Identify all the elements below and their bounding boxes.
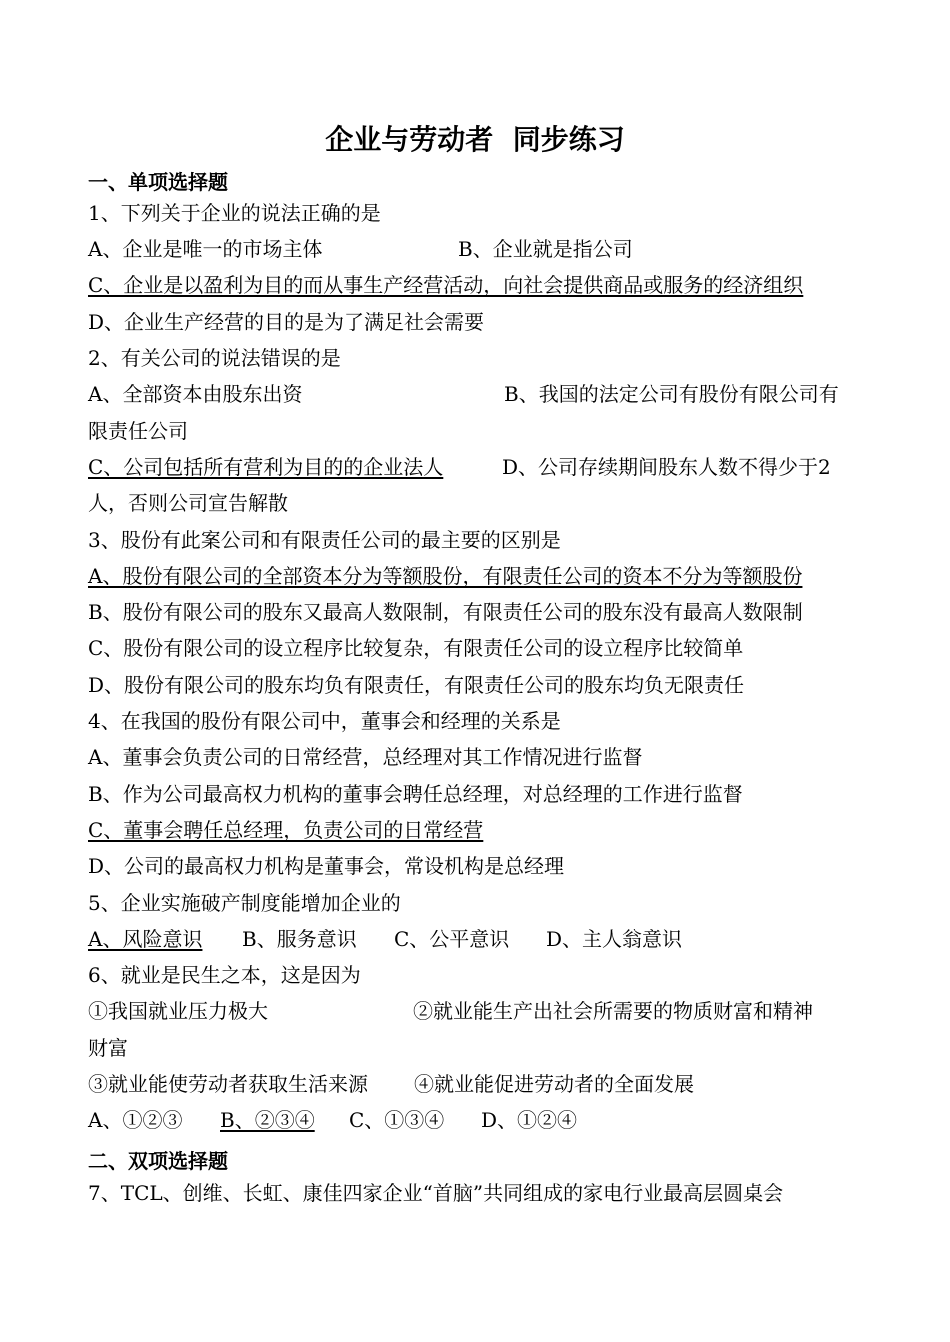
question-4-option-b: B、作为公司最高权力机构的董事会聘任总经理，对总经理的工作进行监督 [88,782,743,806]
question-6-option-b-answer: B、②③④ [220,1108,315,1132]
question-6-option-a: A、①②③ [88,1108,183,1132]
question-6-statement-2-continued: 财富 [88,1036,128,1060]
question-1-option-a: A、企业是唯一的市场主体 [88,237,323,261]
question-6-option-c: C、①③④ [349,1108,445,1132]
question-6-statement-4: ④就业能促进劳动者的全面发展 [414,1072,694,1096]
question-1-stem: 1、下列关于企业的说法正确的是 [88,201,381,225]
question-6-statement-3: ③就业能使劳动者获取生活来源 [88,1072,368,1096]
question-1-option-c-answer: C、企业是以盈利为目的而从事生产经营活动，向社会提供商品或服务的经济组织 [88,273,804,297]
question-4-option-a: A、董事会负责公司的日常经营，总经理对其工作情况进行监督 [88,745,643,769]
question-5-option-d: D、主人翁意识 [546,927,683,951]
question-6-stem: 6、就业是民生之本，这是因为 [88,963,361,987]
question-3-stem: 3、股份有此案公司和有限责任公司的最主要的区别是 [88,528,561,552]
question-1-option-b: B、企业就是指公司 [458,237,633,261]
question-5-option-b: B、服务意识 [242,927,357,951]
question-6-statement-2: ②就业能生产出社会所需要的物质财富和精神 [413,999,813,1023]
question-3-option-b: B、股份有限公司的股东又最高人数限制，有限责任公司的股东没有最高人数限制 [88,600,803,624]
question-2-option-c-answer: C、公司包括所有营利为目的的企业法人 [88,455,444,479]
question-1-option-d: D、企业生产经营的目的是为了满足社会需要 [88,310,485,334]
question-2-option-b-continued: 限责任公司 [88,419,188,443]
question-6-option-d: D、①②④ [481,1108,578,1132]
page-title: 企业与劳动者 同步练习 [325,123,625,156]
question-2-option-d-continued: 人，否则公司宣告解散 [88,491,288,515]
question-5-option-c: C、公平意识 [394,927,510,951]
question-3-option-c: C、股份有限公司的设立程序比较复杂，有限责任公司的设立程序比较简单 [88,636,744,660]
section-heading-single-choice: 一、单项选择题 [88,170,228,194]
question-2-option-d: D、公司存续期间股东人数不得少于2 [502,455,831,479]
question-3-option-d: D、股份有限公司的股东均负有限责任，有限责任公司的股东均负无限责任 [88,673,745,697]
question-5-option-a-answer: A、风险意识 [88,927,203,951]
question-4-option-d: D、公司的最高权力机构是董事会，常设机构是总经理 [88,854,565,878]
question-4-option-c-answer: C、董事会聘任总经理，负责公司的日常经营 [88,818,484,842]
question-7-stem: 7、TCL、创维、长虹、康佳四家企业“首脑”共同组成的家电行业最高层圆桌会 [88,1181,784,1205]
question-6-statement-1: ①我国就业压力极大 [88,999,268,1023]
question-2-option-b: B、我国的法定公司有股份有限公司有 [504,382,839,406]
question-5-stem: 5、企业实施破产制度能增加企业的 [88,891,401,915]
question-2-option-a: A、全部资本由股东出资 [88,382,303,406]
question-3-option-a-answer: A、股份有限公司的全部资本分为等额股份，有限责任公司的资本不分为等额股份 [88,564,803,588]
section-heading-double-choice: 二、双项选择题 [88,1149,228,1173]
question-2-stem: 2、有关公司的说法错误的是 [88,346,341,370]
question-4-stem: 4、在我国的股份有限公司中，董事会和经理的关系是 [88,709,561,733]
